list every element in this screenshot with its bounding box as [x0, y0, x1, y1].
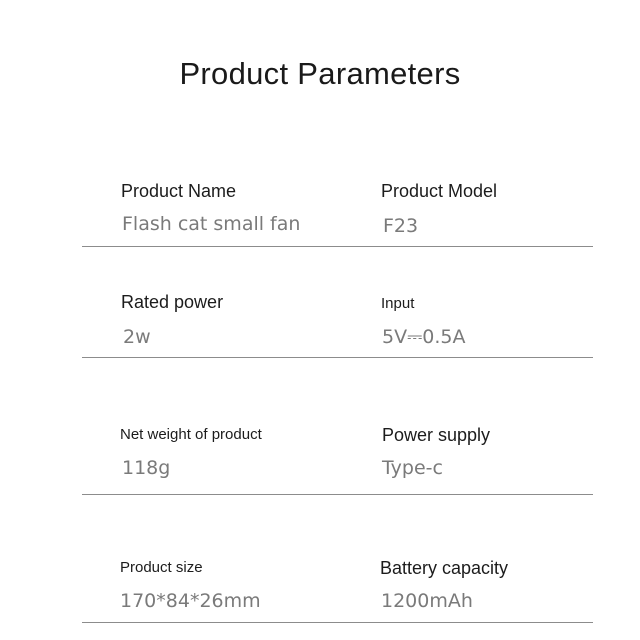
input-value: 5V⎓0.5A	[382, 326, 466, 348]
input-label: Input	[381, 295, 415, 312]
net-weight-label: Net weight of product	[120, 426, 262, 443]
battery-capacity-label: Battery capacity	[380, 558, 509, 578]
product-name-label: Product Name	[121, 181, 237, 201]
product-model-value: F23	[383, 215, 419, 237]
page-title: Product Parameters	[179, 56, 461, 91]
product-model-label: Product Model	[381, 181, 498, 201]
power-supply-label: Power supply	[382, 425, 491, 445]
rated-power-value: 2w	[123, 326, 151, 348]
product-size-value: 170*84*26mm	[120, 590, 261, 612]
power-supply-value: Type-c	[382, 457, 443, 479]
battery-capacity-value: 1200mAh	[381, 590, 473, 612]
product-name-value: Flash cat small fan	[122, 213, 301, 235]
param-row-4	[82, 0, 593, 623]
rated-power-label: Rated power	[121, 292, 224, 312]
product-size-label: Product size	[120, 559, 203, 576]
net-weight-value: 118g	[122, 457, 171, 479]
